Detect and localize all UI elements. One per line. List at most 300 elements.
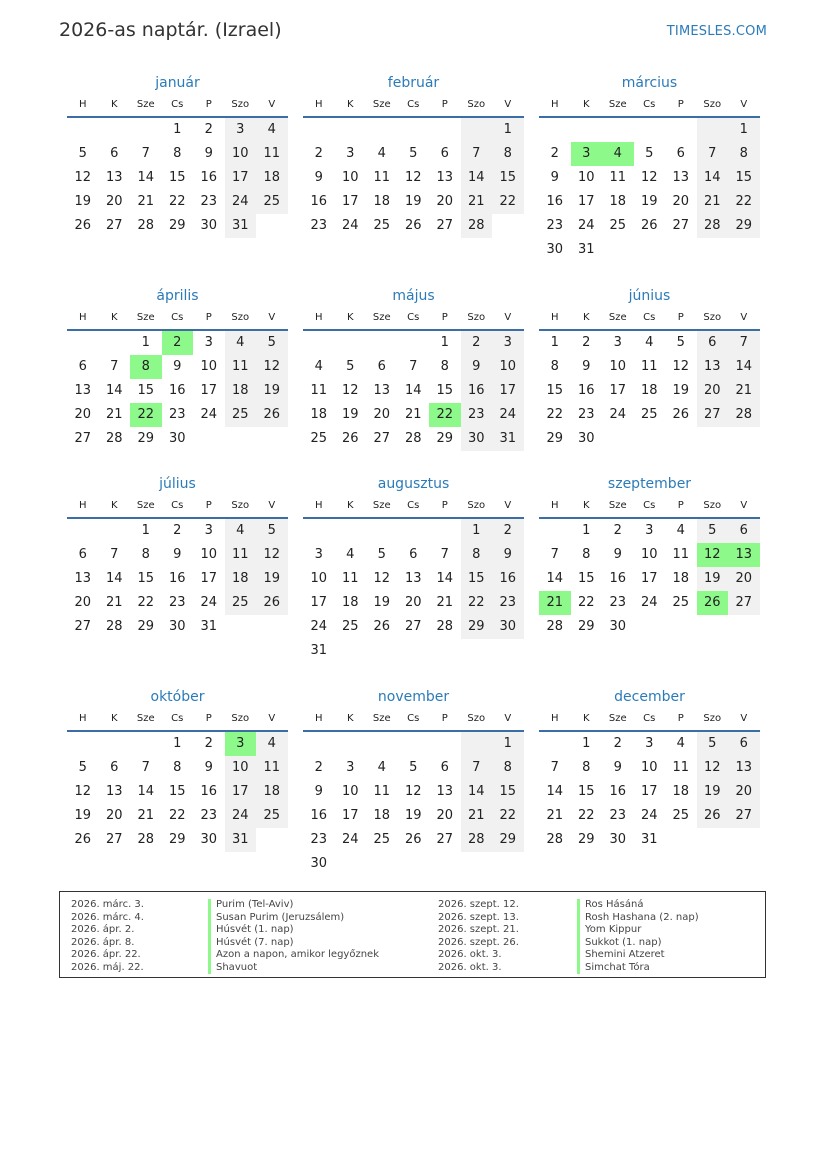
day-cell: 23 xyxy=(546,218,564,233)
day-cell: 28 xyxy=(137,832,155,847)
empty-cell xyxy=(366,639,398,663)
day-cell: 14 xyxy=(546,784,564,799)
day-cell: 17 xyxy=(577,194,595,209)
day-cell: 15 xyxy=(137,383,155,398)
month-4 xyxy=(67,285,288,451)
day-cell: 28 xyxy=(105,431,123,446)
day-cell: 20 xyxy=(728,567,760,591)
weekday-label: Cs xyxy=(407,713,420,724)
day-cell: 15 xyxy=(577,571,595,586)
day-cell: 15 xyxy=(168,170,186,185)
day-cell: 6 xyxy=(676,146,685,161)
weekday-label: P xyxy=(677,312,684,323)
day-cell: 16 xyxy=(310,194,328,209)
weekday-label: V xyxy=(268,500,276,511)
empty-cell xyxy=(99,331,131,355)
weekday-label: Cs xyxy=(171,99,184,110)
day-cell: 6 xyxy=(409,547,418,562)
day-cell: 27 xyxy=(728,591,760,615)
day-cell: 25 xyxy=(256,804,288,828)
day-cell: 15 xyxy=(492,166,524,190)
day-cell: 25 xyxy=(256,190,288,214)
day-cell: 7 xyxy=(461,756,493,780)
day-cell: 23 xyxy=(492,591,524,615)
day-cell: 28 xyxy=(546,832,564,847)
weekday-header xyxy=(303,708,524,732)
day-cell: 13 xyxy=(672,170,690,185)
day-cell: 15 xyxy=(436,383,454,398)
day-cell: 21 xyxy=(137,194,155,209)
week-row xyxy=(67,331,288,355)
site-link[interactable]: TIMESLES.COM xyxy=(666,24,767,39)
day-cell: 4 xyxy=(256,118,288,142)
empty-cell xyxy=(492,639,524,663)
empty-cell xyxy=(602,118,634,142)
legend-date: 2026. márc. 3. xyxy=(71,899,144,910)
day-cell: 25 xyxy=(609,218,627,233)
weekday-label: K xyxy=(346,312,354,323)
day-cell: 3 xyxy=(346,760,355,775)
day-cell: 5 xyxy=(697,519,729,543)
day-cell: 29 xyxy=(577,832,595,847)
day-cell: 22 xyxy=(137,595,155,610)
weekday-label: K xyxy=(582,312,590,323)
day-cell: 29 xyxy=(436,431,454,446)
day-cell: 14 xyxy=(436,571,454,586)
day-cell: 4 xyxy=(225,519,257,543)
day-cell: 4 xyxy=(676,523,685,538)
day-cell: 10 xyxy=(492,355,524,379)
day-cell: 10 xyxy=(225,756,257,780)
day-cell: 23 xyxy=(168,595,186,610)
week-row xyxy=(67,214,288,238)
month-9 xyxy=(539,473,760,639)
day-cell: 4 xyxy=(676,736,685,751)
week-row xyxy=(67,780,288,804)
day-cell: 21 xyxy=(105,407,123,422)
empty-cell xyxy=(398,852,430,876)
empty-cell xyxy=(429,639,461,663)
day-cell: 11 xyxy=(310,383,328,398)
month-5 xyxy=(303,285,524,451)
day-cell: 23 xyxy=(200,808,218,823)
weekday-label: Cs xyxy=(643,713,656,724)
day-cell: 3 xyxy=(645,523,654,538)
day-cell: 3 xyxy=(346,146,355,161)
day-cell: 22 xyxy=(577,808,595,823)
weekday-label: P xyxy=(677,713,684,724)
day-cell: 17 xyxy=(200,571,218,586)
month-1 xyxy=(67,72,288,238)
weekday-label: P xyxy=(441,500,448,511)
day-cell: 17 xyxy=(310,595,328,610)
day-cell: 2 xyxy=(613,523,622,538)
day-cell: 14 xyxy=(105,571,123,586)
day-cell: 11 xyxy=(609,170,627,185)
empty-cell xyxy=(225,615,257,639)
day-cell: 24 xyxy=(200,407,218,422)
day-cell: 24 xyxy=(577,218,595,233)
day-cell: 18 xyxy=(225,379,257,403)
day-cell: 14 xyxy=(728,355,760,379)
day-cell: 26 xyxy=(697,804,729,828)
weekday-label: V xyxy=(268,99,276,110)
day-cell: 8 xyxy=(582,760,591,775)
day-cell: 29 xyxy=(137,431,155,446)
weekday-header xyxy=(303,94,524,118)
weekday-label: P xyxy=(205,312,212,323)
day-cell: 20 xyxy=(105,194,123,209)
day-cell: 21 xyxy=(546,808,564,823)
day-cell: 13 xyxy=(436,784,454,799)
day-cell: 20 xyxy=(436,194,454,209)
day-cell: 1 xyxy=(728,118,760,142)
empty-cell xyxy=(366,118,398,142)
day-cell: 18 xyxy=(310,407,328,422)
week-row xyxy=(539,142,760,166)
empty-cell xyxy=(665,615,697,639)
empty-cell xyxy=(67,331,99,355)
week-row xyxy=(539,331,760,355)
day-cell: 15 xyxy=(577,784,595,799)
weekday-label: H xyxy=(78,99,87,110)
week-row xyxy=(539,615,760,639)
legend-names-left xyxy=(208,899,379,974)
weekday-label: Szo xyxy=(467,99,486,110)
day-cell: 9 xyxy=(492,543,524,567)
day-cell: 29 xyxy=(728,214,760,238)
day-cell: 12 xyxy=(256,543,288,567)
day-cell: 25 xyxy=(672,595,690,610)
holiday-legend xyxy=(59,891,766,978)
weekday-label: Sze xyxy=(372,713,391,724)
day-cell: 8 xyxy=(461,543,493,567)
empty-cell xyxy=(461,852,493,876)
day-cell: 22 xyxy=(546,407,564,422)
day-cell: 18 xyxy=(225,567,257,591)
day-cell: 27 xyxy=(728,804,760,828)
weekday-label: V xyxy=(740,312,748,323)
day-cell: 30 xyxy=(310,856,328,871)
week-row xyxy=(303,355,524,379)
day-cell: 22 xyxy=(168,194,186,209)
day-cell: 31 xyxy=(577,242,595,257)
week-row xyxy=(67,379,288,403)
empty-cell xyxy=(429,519,461,543)
legend-date: 2026. ápr. 2. xyxy=(71,924,135,935)
day-cell: 13 xyxy=(728,756,760,780)
day-cell: 3 xyxy=(204,335,213,350)
empty-cell xyxy=(634,118,666,142)
week-row xyxy=(67,543,288,567)
day-cell: 26 xyxy=(640,218,658,233)
day-cell: 6 xyxy=(697,331,729,355)
day-cell: 4 xyxy=(314,359,323,374)
day-cell: 20 xyxy=(436,808,454,823)
day-cell: 7 xyxy=(110,359,119,374)
empty-cell xyxy=(335,519,367,543)
week-row xyxy=(539,118,760,142)
empty-cell xyxy=(461,118,493,142)
day-cell: 18 xyxy=(373,194,391,209)
legend-holiday-name: Sukkot (1. nap) xyxy=(577,937,699,950)
empty-cell xyxy=(366,732,398,756)
day-cell: 13 xyxy=(74,571,92,586)
day-cell: 31 xyxy=(492,427,524,451)
day-cell: 18 xyxy=(373,808,391,823)
empty-cell xyxy=(335,732,367,756)
day-cell: 13 xyxy=(74,383,92,398)
month-name: október xyxy=(150,689,205,705)
day-cell: 2 xyxy=(204,736,213,751)
day-cell: 9 xyxy=(314,170,323,185)
day-cell: 26 xyxy=(256,591,288,615)
day-cell: 4 xyxy=(377,146,386,161)
day-cell: 5 xyxy=(676,335,685,350)
day-cell: 1 xyxy=(440,335,449,350)
empty-cell xyxy=(303,732,335,756)
empty-cell xyxy=(728,828,760,852)
week-row xyxy=(67,756,288,780)
day-cell: 25 xyxy=(672,808,690,823)
day-cell: 10 xyxy=(200,359,218,374)
day-cell: 6 xyxy=(728,519,760,543)
weekday-label: Sze xyxy=(136,312,155,323)
day-cell: 14 xyxy=(461,780,493,804)
day-cell: 7 xyxy=(461,142,493,166)
day-cell: 11 xyxy=(640,359,658,374)
weekday-label: H xyxy=(550,713,559,724)
legend-holiday-name: Yom Kippur xyxy=(577,924,699,937)
day-cell: 19 xyxy=(404,194,422,209)
month-6 xyxy=(539,285,760,451)
month-name: december xyxy=(614,689,685,705)
day-cell: 21 xyxy=(461,804,493,828)
day-cell: 23 xyxy=(461,403,493,427)
weekday-label: P xyxy=(441,312,448,323)
empty-cell xyxy=(665,238,697,262)
day-cell: 11 xyxy=(225,543,257,567)
day-cell: 9 xyxy=(314,784,323,799)
empty-cell xyxy=(697,427,729,451)
day-cell: 4 xyxy=(645,335,654,350)
week-row xyxy=(303,756,524,780)
day-cell: 14 xyxy=(137,784,155,799)
day-cell: 19 xyxy=(672,383,690,398)
day-cell: 12 xyxy=(256,355,288,379)
empty-cell xyxy=(99,519,131,543)
day-cell: 18 xyxy=(256,780,288,804)
weekday-header xyxy=(539,708,760,732)
day-cell: 28 xyxy=(137,218,155,233)
day-cell: 23 xyxy=(609,808,627,823)
empty-cell xyxy=(67,118,99,142)
week-row xyxy=(539,190,760,214)
day-cell: 5 xyxy=(645,146,654,161)
empty-cell xyxy=(130,732,162,756)
day-cell: 12 xyxy=(373,571,391,586)
day-cell: 3 xyxy=(571,142,603,166)
empty-cell xyxy=(366,852,398,876)
empty-cell xyxy=(256,214,288,238)
day-cell: 26 xyxy=(341,431,359,446)
week-row xyxy=(539,732,760,756)
weekday-label: V xyxy=(504,713,512,724)
week-row xyxy=(539,828,760,852)
empty-cell xyxy=(728,238,760,262)
day-cell: 19 xyxy=(697,780,729,804)
weekday-label: V xyxy=(740,99,748,110)
day-cell: 4 xyxy=(346,547,355,562)
day-cell: 1 xyxy=(582,736,591,751)
day-cell: 26 xyxy=(697,591,729,615)
day-cell: 22 xyxy=(168,808,186,823)
week-row xyxy=(303,828,524,852)
day-cell: 8 xyxy=(173,146,182,161)
day-cell: 2 xyxy=(492,519,524,543)
legend-holiday-name: Shavuot xyxy=(208,962,379,975)
day-cell: 18 xyxy=(341,595,359,610)
empty-cell xyxy=(571,118,603,142)
day-cell: 10 xyxy=(341,170,359,185)
day-cell: 16 xyxy=(577,383,595,398)
month-name: május xyxy=(392,288,435,304)
day-cell: 23 xyxy=(609,595,627,610)
day-cell: 14 xyxy=(697,166,729,190)
legend-holiday-name: Húsvét (7. nap) xyxy=(208,937,379,950)
day-cell: 8 xyxy=(582,547,591,562)
day-cell: 17 xyxy=(609,383,627,398)
day-cell: 9 xyxy=(204,760,213,775)
day-cell: 29 xyxy=(546,431,564,446)
day-cell: 6 xyxy=(377,359,386,374)
weekday-label: V xyxy=(268,713,276,724)
empty-cell xyxy=(99,118,131,142)
week-row xyxy=(539,780,760,804)
day-cell: 30 xyxy=(609,619,627,634)
empty-cell xyxy=(492,214,524,238)
day-cell: 29 xyxy=(168,218,186,233)
week-row xyxy=(303,166,524,190)
day-cell: 10 xyxy=(310,571,328,586)
week-row xyxy=(539,166,760,190)
day-cell: 28 xyxy=(546,619,564,634)
empty-cell xyxy=(539,519,571,543)
weekday-label: Sze xyxy=(608,312,627,323)
day-cell: 22 xyxy=(461,591,493,615)
legend-dates-left xyxy=(71,899,144,974)
day-cell: 5 xyxy=(78,760,87,775)
day-cell: 11 xyxy=(373,170,391,185)
weekday-label: H xyxy=(314,312,323,323)
month-name: június xyxy=(628,288,671,304)
day-cell: 14 xyxy=(105,383,123,398)
day-cell: 8 xyxy=(440,359,449,374)
day-cell: 15 xyxy=(728,166,760,190)
legend-names-right xyxy=(577,899,699,974)
weekday-header xyxy=(67,495,288,519)
empty-cell xyxy=(398,331,430,355)
day-cell: 9 xyxy=(613,760,622,775)
week-row xyxy=(539,591,760,615)
weekday-label: V xyxy=(740,500,748,511)
day-cell: 20 xyxy=(672,194,690,209)
week-row xyxy=(539,355,760,379)
page-title: 2026-as naptár. (Izrael) xyxy=(59,19,282,41)
day-cell: 3 xyxy=(492,331,524,355)
day-cell: 6 xyxy=(78,359,87,374)
day-cell: 16 xyxy=(310,808,328,823)
day-cell: 19 xyxy=(373,595,391,610)
week-row xyxy=(303,543,524,567)
day-cell: 20 xyxy=(697,379,729,403)
month-12 xyxy=(539,686,760,852)
weekday-label: K xyxy=(346,500,354,511)
weekday-label: H xyxy=(78,312,87,323)
day-cell: 2 xyxy=(461,331,493,355)
day-cell: 28 xyxy=(697,214,729,238)
day-cell: 3 xyxy=(314,547,323,562)
legend-holiday-name: Purim (Tel-Aviv) xyxy=(208,899,379,912)
day-cell: 2 xyxy=(173,523,182,538)
day-cell: 10 xyxy=(341,784,359,799)
day-cell: 24 xyxy=(225,804,257,828)
day-cell: 18 xyxy=(609,194,627,209)
day-cell: 2 xyxy=(314,146,323,161)
day-cell: 31 xyxy=(640,832,658,847)
day-cell: 12 xyxy=(404,170,422,185)
week-row xyxy=(303,732,524,756)
day-cell: 1 xyxy=(461,519,493,543)
day-cell: 2 xyxy=(550,146,559,161)
empty-cell xyxy=(665,427,697,451)
day-cell: 6 xyxy=(110,760,119,775)
day-cell: 30 xyxy=(492,615,524,639)
day-cell: 15 xyxy=(137,571,155,586)
empty-cell xyxy=(429,732,461,756)
day-cell: 14 xyxy=(546,571,564,586)
weekday-header xyxy=(67,307,288,331)
month-2 xyxy=(303,72,524,238)
legend-date: 2026. szept. 12. xyxy=(438,899,519,910)
empty-cell xyxy=(634,427,666,451)
day-cell: 25 xyxy=(341,619,359,634)
day-cell: 24 xyxy=(609,407,627,422)
day-cell: 29 xyxy=(461,615,493,639)
day-cell: 16 xyxy=(609,571,627,586)
weekday-label: H xyxy=(78,713,87,724)
empty-cell xyxy=(256,427,288,451)
week-row xyxy=(67,142,288,166)
day-cell: 26 xyxy=(74,832,92,847)
day-cell: 25 xyxy=(225,403,257,427)
weekday-label: Szo xyxy=(467,312,486,323)
week-row xyxy=(67,519,288,543)
day-cell: 2 xyxy=(582,335,591,350)
day-cell: 6 xyxy=(440,146,449,161)
weekday-label: H xyxy=(550,500,559,511)
day-cell: 9 xyxy=(173,359,182,374)
day-cell: 9 xyxy=(204,146,213,161)
day-cell: 10 xyxy=(577,170,595,185)
empty-cell xyxy=(225,427,257,451)
day-cell: 7 xyxy=(728,331,760,355)
day-cell: 27 xyxy=(436,832,454,847)
day-cell: 10 xyxy=(225,142,257,166)
day-cell: 29 xyxy=(492,828,524,852)
day-cell: 22 xyxy=(130,403,162,427)
empty-cell xyxy=(303,519,335,543)
